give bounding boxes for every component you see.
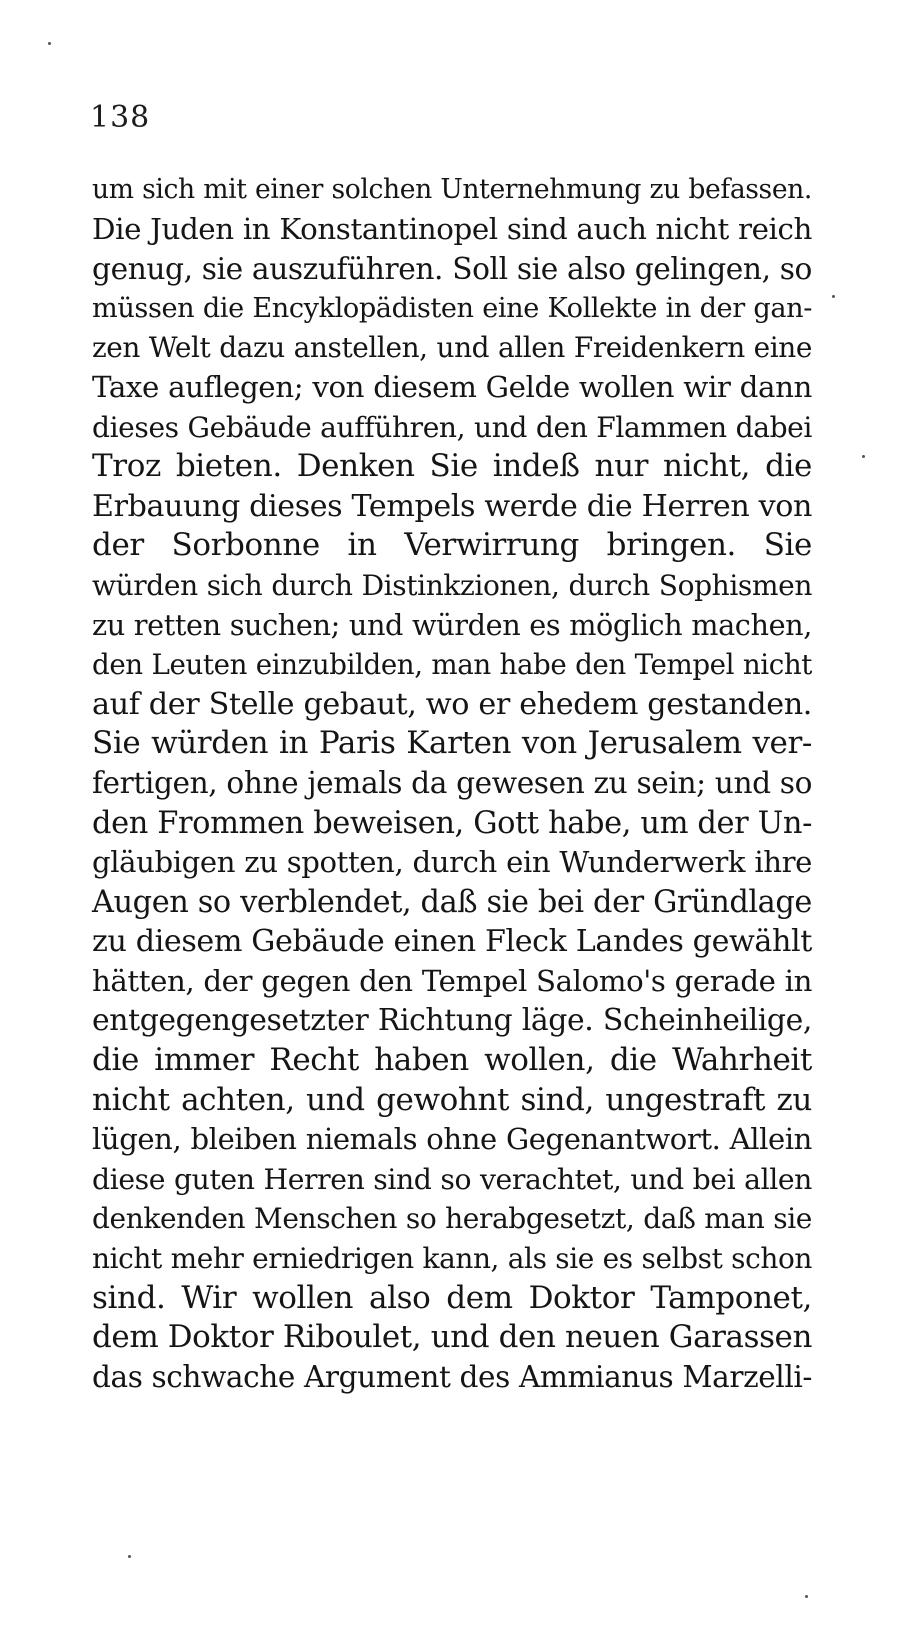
- text-line: dieses Gebäude aufführen, und den Flammen dabei: [92, 410, 812, 444]
- text-line: nicht achten, und gewohnt sind, ungestraft zu: [92, 1081, 812, 1118]
- text-line: dem Doktor Riboulet, und den neuen Garassen: [92, 1319, 812, 1356]
- text-line: lügen, bleiben niemals ohne Gegenantwort. Allein: [92, 1122, 812, 1157]
- text-line: fertigen, ohne jemals da gewesen zu sein; und so: [92, 765, 812, 800]
- text-line: nicht mehr erniedrigen kann, als sie es selbst schon: [92, 1242, 812, 1276]
- text-line: um sich mit einer solchen Unternehmung zu befassen.: [92, 174, 812, 205]
- text-line: das schwache Argument des Ammianus Marzelli-: [92, 1359, 812, 1394]
- text-line: zu diesem Gebäude einen Fleck Landes gewählt: [92, 924, 812, 960]
- text-line: Taxe auflegen; von diesem Gelde wollen wir dann: [92, 369, 812, 404]
- text-line: diese guten Herren sind so verachtet, und bei allen: [92, 1162, 812, 1196]
- text-line: der Sorbonne in Verwirrung bringen. Sie: [92, 527, 812, 564]
- text-line: Erbauung dieses Tempels werde die Herren von: [92, 488, 812, 524]
- text-line: Sie würden in Paris Karten von Jerusalem ver-: [92, 725, 812, 762]
- paper-speck: [805, 1595, 808, 1598]
- paper-speck: [128, 1555, 131, 1558]
- page-number: 138: [90, 100, 151, 135]
- text-line: Augen so verblendet, daß sie bei der Gründlage: [92, 884, 812, 920]
- text-line: gläubigen zu spotten, durch ein Wunderwerk ihre: [92, 845, 812, 880]
- text-line: Die Juden in Konstantinopel sind auch nicht reich: [92, 211, 812, 246]
- text-line: entgegengesetzter Richtung läge. Scheinheilige,: [92, 1003, 812, 1039]
- text-line: zu retten suchen; und würden es möglich machen,: [92, 607, 812, 642]
- text-line: würden sich durch Distinkzionen, durch Sophismen: [92, 568, 812, 602]
- text-line: genug, sie auszuführen. Soll sie also gelingen, so: [92, 251, 812, 287]
- text-line: müssen die Encyklopädisten eine Kollekte in der gan-: [92, 292, 812, 324]
- paper-speck: [48, 42, 51, 45]
- text-line: den Leuten einzubilden, man habe den Tempel nicht: [92, 648, 812, 682]
- text-line: sind. Wir wollen also dem Doktor Tamponet,: [92, 1279, 812, 1316]
- paper-speck: [862, 455, 865, 458]
- text-line: zen Welt dazu anstellen, und allen Freidenkern eine: [92, 331, 812, 365]
- text-line: die immer Recht haben wollen, die Wahrheit: [92, 1042, 812, 1079]
- text-line: Troz bieten. Denken Sie indeß nur nicht, die: [92, 448, 812, 485]
- text-line: den Frommen beweisen, Gott habe, um der Un-: [92, 805, 812, 841]
- body-text: [92, 170, 812, 1397]
- text-line: auf der Stelle gebaut, wo er ehedem gestanden.: [92, 686, 812, 722]
- paper-speck: [832, 295, 835, 298]
- text-line: denkenden Menschen so herabgesetzt, daß man sie: [92, 1202, 812, 1236]
- text-line: hätten, der gegen den Tempel Salomo's gerade in: [92, 963, 812, 998]
